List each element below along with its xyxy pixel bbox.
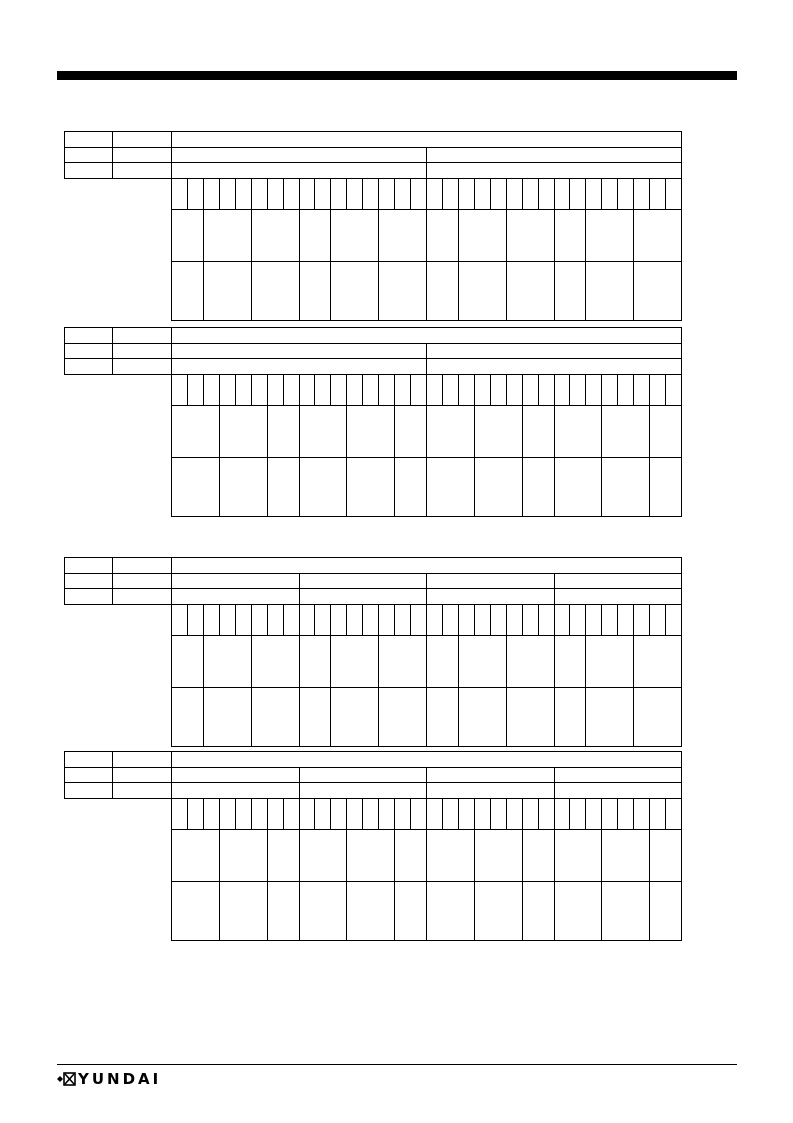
division-line: [554, 767, 555, 798]
bit-column-line: [569, 604, 570, 635]
footer-rule: [57, 1064, 737, 1065]
bit-column-line: [314, 178, 315, 209]
header-row-line: [64, 327, 681, 328]
bit-column-line: [665, 178, 666, 209]
field-boundary-line: [251, 604, 252, 747]
bit-column-line: [617, 798, 618, 829]
bit-column-line: [283, 604, 284, 635]
bit-column-line: [330, 374, 331, 405]
bit-column-line: [617, 178, 618, 209]
division-line: [554, 573, 555, 604]
bit-column-line: [187, 374, 188, 405]
bit-column-line: [283, 178, 284, 209]
bit-column-line: [522, 604, 523, 635]
header-row-line: [64, 751, 681, 752]
bit-column-line: [506, 798, 507, 829]
field-boundary-line: [554, 798, 555, 941]
field-boundary-line: [299, 374, 300, 517]
bit-column-line: [442, 374, 443, 405]
label-column-line: [64, 557, 65, 605]
bit-column-line: [490, 374, 491, 405]
header-row-line: [64, 374, 681, 375]
bit-column-line: [601, 178, 602, 209]
table-right-border: [681, 327, 682, 517]
label-column-line: [171, 751, 172, 941]
header-row-line: [64, 588, 681, 589]
field-boundary-line: [506, 604, 507, 747]
field-boundary-line: [633, 604, 634, 747]
field-boundary-line: [601, 798, 602, 941]
label-column-line: [171, 131, 172, 321]
field-boundary-line: [299, 604, 300, 747]
field-boundary-line: [522, 798, 523, 941]
bit-column-line: [442, 178, 443, 209]
label-column-line: [112, 327, 113, 375]
field-boundary-line: [203, 178, 204, 321]
bit-column-line: [665, 374, 666, 405]
bit-column-line: [569, 374, 570, 405]
division-line: [426, 573, 427, 604]
bit-column-line: [203, 374, 204, 405]
division-line: [426, 147, 427, 178]
field-boundary-line: [554, 374, 555, 517]
header-row-line: [64, 162, 681, 163]
field-boundary-line: [601, 374, 602, 517]
field-boundary-line: [633, 178, 634, 321]
header-row-line: [64, 573, 681, 574]
field-boundary-line: [219, 374, 220, 517]
field-boundary-line: [474, 798, 475, 941]
field-boundary-line: [330, 178, 331, 321]
bit-column-line: [649, 178, 650, 209]
division-line: [299, 573, 300, 604]
hyundai-logo-icon: [56, 1072, 76, 1086]
label-column-line: [112, 751, 113, 799]
bit-column-line: [203, 798, 204, 829]
bit-column-line: [490, 604, 491, 635]
bit-column-line: [267, 604, 268, 635]
header-row-line: [64, 131, 681, 132]
bit-column-line: [283, 374, 284, 405]
label-column-line: [64, 751, 65, 799]
field-boundary-line: [219, 798, 220, 941]
bit-column-line: [362, 604, 363, 635]
bit-column-line: [187, 604, 188, 635]
bit-column-line: [346, 604, 347, 635]
bit-column-line: [330, 798, 331, 829]
bit-column-line: [490, 178, 491, 209]
header-row-line: [64, 767, 681, 768]
table-right-border: [681, 131, 682, 321]
bit-column-line: [362, 178, 363, 209]
bit-column-line: [251, 374, 252, 405]
header-row-line: [64, 604, 681, 605]
field-boundary-line: [330, 604, 331, 747]
table-right-border: [681, 751, 682, 941]
bit-column-line: [314, 798, 315, 829]
bit-column-line: [569, 798, 570, 829]
bit-column-line: [538, 798, 539, 829]
field-boundary-line: [346, 374, 347, 517]
field-boundary-line: [394, 374, 395, 517]
bit-column-line: [585, 374, 586, 405]
header-row-line: [64, 343, 681, 344]
bit-column-line: [458, 798, 459, 829]
bit-column-line: [314, 374, 315, 405]
bit-column-line: [458, 374, 459, 405]
bit-column-line: [362, 374, 363, 405]
field-boundary-line: [585, 178, 586, 321]
logo-text: YUNDAI: [78, 1070, 162, 1088]
label-column-line: [171, 557, 172, 747]
field-boundary-line: [378, 604, 379, 747]
header-row-line: [64, 358, 681, 359]
bit-column-line: [617, 374, 618, 405]
bit-column-line: [474, 604, 475, 635]
field-boundary-line: [458, 178, 459, 321]
label-column-line: [112, 131, 113, 179]
bit-column-line: [235, 178, 236, 209]
bit-column-line: [394, 178, 395, 209]
header-row-line: [64, 178, 681, 179]
bit-column-line: [187, 798, 188, 829]
division-line: [426, 343, 427, 374]
bit-column-line: [362, 798, 363, 829]
bit-column-line: [267, 178, 268, 209]
field-boundary-line: [474, 374, 475, 517]
field-boundary-line: [203, 604, 204, 747]
field-boundary-line: [506, 178, 507, 321]
bit-column-line: [633, 798, 634, 829]
field-boundary-line: [554, 604, 555, 747]
bit-column-line: [251, 798, 252, 829]
field-boundary-line: [251, 178, 252, 321]
bit-column-line: [474, 178, 475, 209]
bit-column-line: [346, 178, 347, 209]
bit-column-line: [394, 604, 395, 635]
header-rule: [57, 71, 737, 80]
field-boundary-line: [426, 604, 427, 747]
field-boundary-line: [522, 374, 523, 517]
field-boundary-line: [426, 178, 427, 321]
bit-column-line: [569, 178, 570, 209]
bit-column-line: [410, 798, 411, 829]
bit-column-line: [522, 178, 523, 209]
header-row-line: [64, 798, 681, 799]
bit-column-line: [442, 604, 443, 635]
bit-column-line: [601, 604, 602, 635]
field-boundary-line: [394, 798, 395, 941]
bit-column-line: [538, 178, 539, 209]
header-row-line: [64, 557, 681, 558]
field-boundary-line: [426, 374, 427, 517]
field-boundary-line: [585, 604, 586, 747]
bit-column-line: [219, 604, 220, 635]
bit-column-line: [378, 798, 379, 829]
bit-column-line: [538, 374, 539, 405]
label-column-line: [64, 327, 65, 375]
bit-column-line: [283, 798, 284, 829]
bit-column-line: [410, 374, 411, 405]
header-row-line: [64, 147, 681, 148]
bit-column-line: [235, 604, 236, 635]
bit-column-line: [219, 178, 220, 209]
field-boundary-line: [649, 374, 650, 517]
field-boundary-line: [346, 798, 347, 941]
bit-column-line: [378, 374, 379, 405]
bit-column-line: [235, 374, 236, 405]
bit-column-line: [538, 604, 539, 635]
header-row-line: [64, 782, 681, 783]
label-column-line: [64, 131, 65, 179]
bit-column-line: [649, 604, 650, 635]
bit-column-line: [490, 798, 491, 829]
bit-column-line: [665, 604, 666, 635]
field-boundary-line: [299, 798, 300, 941]
bit-column-line: [442, 798, 443, 829]
field-boundary-line: [426, 798, 427, 941]
bit-column-line: [506, 374, 507, 405]
label-column-line: [112, 557, 113, 605]
field-boundary-line: [267, 374, 268, 517]
bit-column-line: [314, 604, 315, 635]
bit-column-line: [665, 798, 666, 829]
field-boundary-line: [554, 178, 555, 321]
table-right-border: [681, 557, 682, 747]
division-line: [426, 767, 427, 798]
field-boundary-line: [458, 604, 459, 747]
label-column-line: [171, 327, 172, 517]
field-boundary-line: [267, 798, 268, 941]
field-boundary-line: [378, 178, 379, 321]
bit-column-line: [410, 178, 411, 209]
bit-column-line: [585, 798, 586, 829]
field-boundary-line: [299, 178, 300, 321]
bit-column-line: [410, 604, 411, 635]
bit-column-line: [187, 178, 188, 209]
field-boundary-line: [649, 798, 650, 941]
bit-column-line: [617, 604, 618, 635]
footer-logo: [56, 1071, 161, 1087]
bit-column-line: [235, 798, 236, 829]
bit-column-line: [633, 374, 634, 405]
division-line: [299, 767, 300, 798]
